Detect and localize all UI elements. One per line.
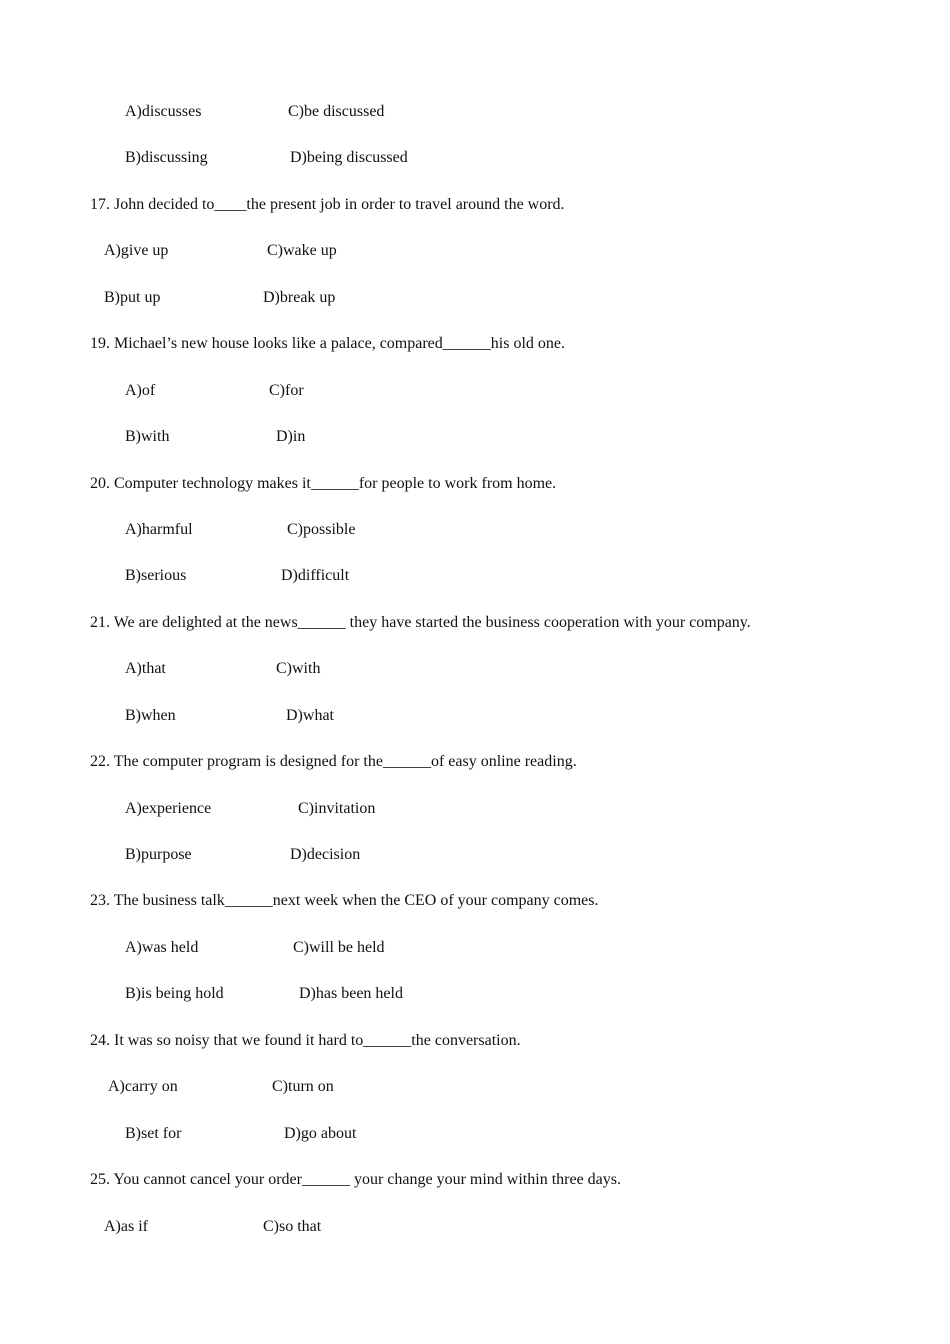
q24-option-d: D)go about	[284, 1125, 357, 1142]
question-23: 23. The business talk______next week when the CEO of your company comes.	[90, 892, 599, 909]
q25-option-a: A)as if	[104, 1218, 148, 1235]
question-19: 19. Michael’s new house looks like a palace, compared______his old one.	[90, 335, 565, 352]
option-a-discusses: A)discusses	[125, 103, 202, 120]
q19-option-b: B)with	[125, 428, 170, 445]
option-c-be-discussed: C)be discussed	[288, 103, 385, 120]
q19-option-d: D)in	[276, 428, 306, 445]
q21-option-c: C)with	[276, 660, 321, 677]
option-b-discussing: B)discussing	[125, 149, 208, 166]
q20-option-d: D)difficult	[281, 567, 350, 584]
question-22: 22. The computer program is designed for the______of easy online reading.	[90, 753, 577, 770]
q23-option-a: A)was held	[125, 939, 199, 956]
question-17: 17. John decided to____the present job in order to travel around the word.	[90, 196, 565, 213]
q22-option-d: D)decision	[290, 846, 361, 863]
question-21: 21. We are delighted at the news______ they have started the business cooperation with your company.	[90, 614, 751, 631]
q17-option-c: C)wake up	[267, 242, 337, 259]
q17-option-b: B)put up	[104, 289, 161, 306]
q21-option-a: A)that	[125, 660, 166, 677]
q22-option-a: A)experience	[125, 800, 212, 817]
q17-option-a: A)give up	[104, 242, 169, 259]
q20-option-a: A)harmful	[125, 521, 193, 538]
q20-option-b: B)serious	[125, 567, 187, 584]
q24-option-c: C)turn on	[272, 1078, 334, 1095]
q17-option-d: D)break up	[263, 289, 336, 306]
question-20: 20. Computer technology makes it______for people to work from home.	[90, 475, 557, 492]
q23-option-b: B)is being hold	[125, 985, 224, 1002]
q25-option-c: C)so that	[263, 1218, 322, 1235]
q21-option-d: D)what	[286, 707, 334, 724]
q24-option-a: A)carry on	[108, 1078, 178, 1095]
q20-option-c: C)possible	[287, 521, 356, 538]
q22-option-c: C)invitation	[298, 800, 376, 817]
question-25: 25. You cannot cancel your order______ your change your mind within three days.	[90, 1171, 621, 1188]
q23-option-d: D)has been held	[299, 985, 403, 1002]
q21-option-b: B)when	[125, 707, 176, 724]
option-d-being-discussed: D)being discussed	[290, 149, 408, 166]
question-24: 24. It was so noisy that we found it hard to______the conversation.	[90, 1032, 521, 1049]
q19-option-a: A)of	[125, 382, 156, 399]
q24-option-b: B)set for	[125, 1125, 182, 1142]
q19-option-c: C)for	[269, 382, 304, 399]
q22-option-b: B)purpose	[125, 846, 192, 863]
q23-option-c: C)will be held	[293, 939, 385, 956]
